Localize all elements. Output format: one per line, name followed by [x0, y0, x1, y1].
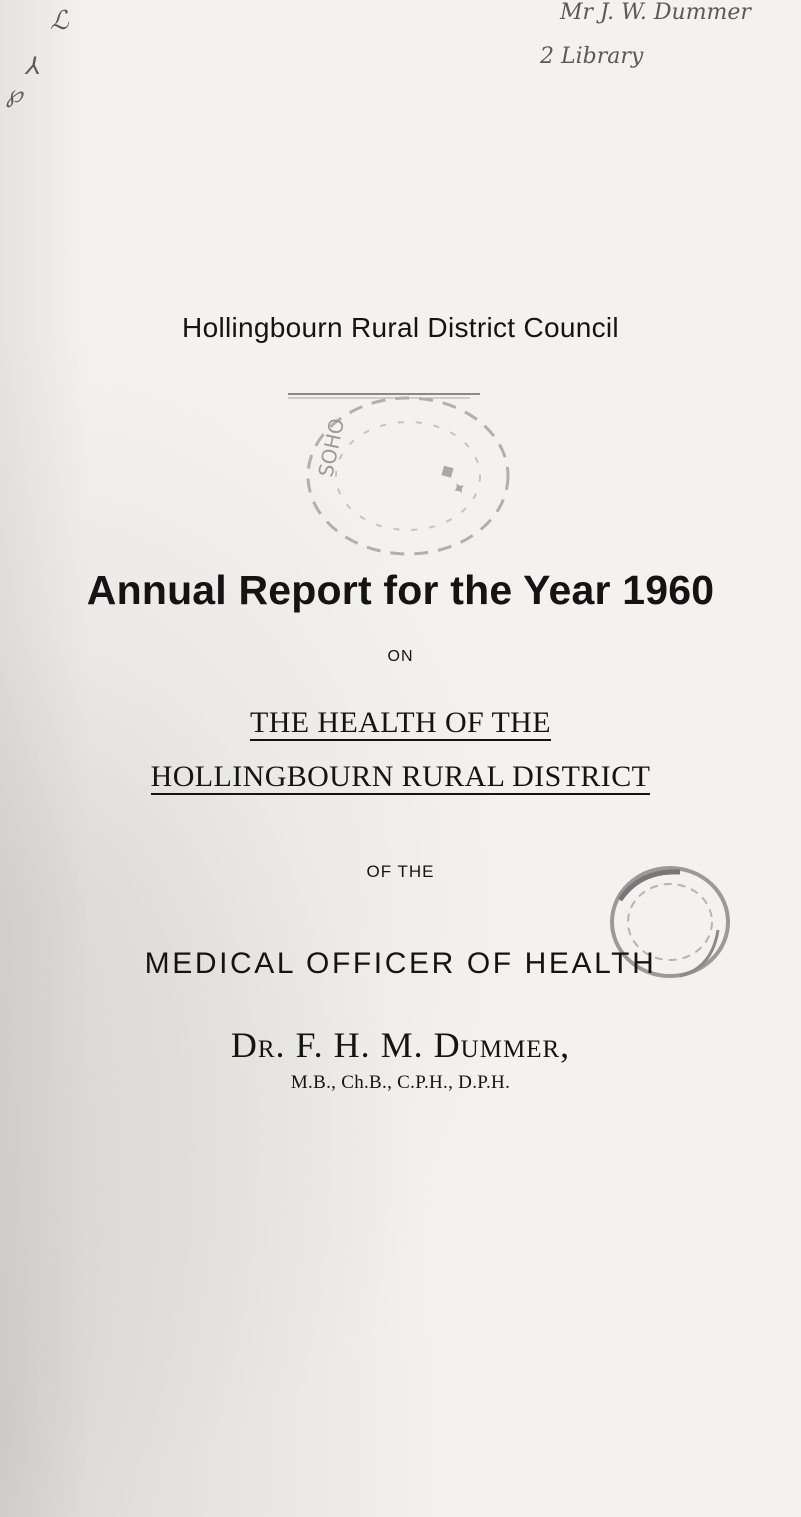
svg-text:SOHO: SOHO: [313, 416, 350, 480]
subject-line-1-text: THE HEALTH OF THE: [250, 706, 551, 739]
subject-line-2-text: HOLLINGBOURN RURAL DISTRICT: [150, 760, 651, 793]
handwritten-note-top: Mr J. W. Dummer: [560, 0, 751, 25]
handwritten-note-second: 2 Library: [540, 44, 644, 69]
handwritten-mark-1: ℒ: [50, 6, 69, 36]
on-label: ON: [387, 648, 414, 665]
council-name: Hollingbourn Rural District Council: [182, 312, 619, 343]
subject-line-2: [0, 760, 801, 794]
handwritten-mark-2: ⅄: [26, 52, 41, 80]
officer-title: MEDICAL OFFICER OF HEALTH: [144, 947, 657, 980]
library-stamp-icon: [250, 388, 550, 568]
subject-line-1: [0, 706, 801, 740]
handwritten-mark-3: ℘: [6, 80, 23, 108]
report-title: Annual Report for the Year 1960: [86, 567, 715, 613]
author-qualifications: M.B., Ch.B., C.P.H., D.P.H.: [290, 1072, 511, 1093]
of-the-label: OF THE: [366, 862, 435, 881]
svg-text:◆ ✦: ◆ ✦: [435, 460, 472, 501]
author-name: Dr. F. H. M. Dummer,: [230, 1025, 571, 1065]
